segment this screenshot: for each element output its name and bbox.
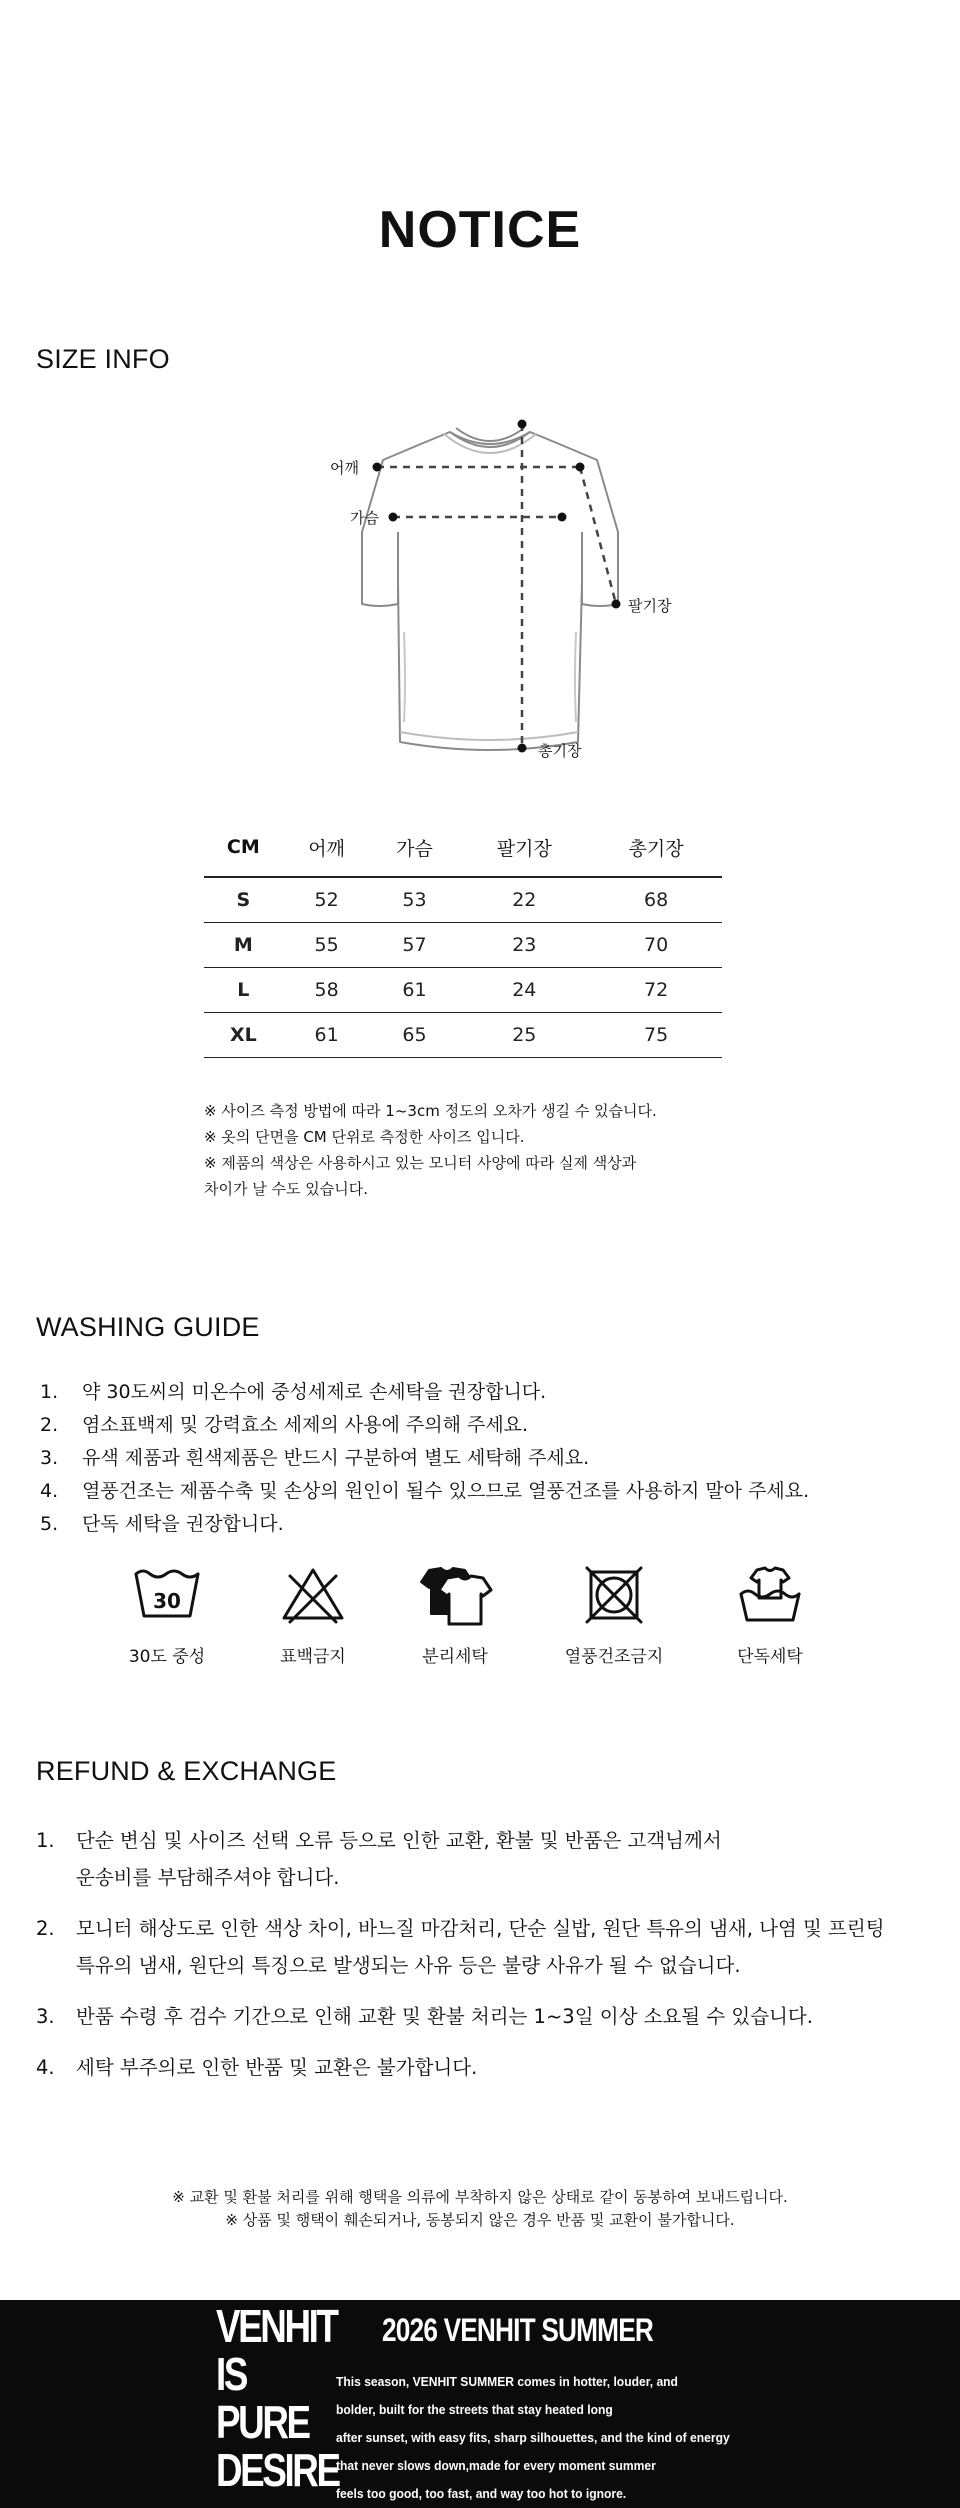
table-row: [204, 968, 722, 1013]
care-label: 단독세탁: [737, 1647, 803, 1667]
list-text: 단독 세탁을 권장합니다.: [82, 1513, 284, 1535]
table-cell: 53: [371, 877, 459, 923]
brand-line: IS: [216, 2348, 246, 2400]
list-text: 특유의 냄새, 원단의 특징으로 발생되는 사유 등은 불량 사유가 될 수 없습니다.: [76, 1954, 741, 1977]
table-row: [204, 923, 722, 968]
total-length-label: 총기장: [538, 742, 582, 760]
list-text: 운송비를 부담해주셔야 합니다.: [76, 1866, 340, 1889]
size-table: [204, 818, 722, 1058]
care-label: 열풍건조금지: [564, 1647, 664, 1667]
no-bleach-icon: [278, 1564, 348, 1628]
footer-note: ※ 상품 및 행택이 훼손되거나, 동봉되지 않은 경우 반품 및 교환이 불가합니다.: [225, 2211, 735, 2229]
table-row: [204, 1013, 722, 1058]
refund-exchange-heading: REFUND & EXCHANGE: [36, 1756, 337, 1786]
size-table-header: CM: [204, 818, 283, 877]
wash-30-icon: [132, 1564, 202, 1628]
footer-notes: [0, 2186, 960, 2232]
banner-body: [336, 2368, 730, 2508]
wash-separately-icon: [735, 1564, 805, 1628]
notice-title: NOTICE: [378, 201, 582, 259]
list-item: [36, 1998, 936, 2035]
table-cell: 22: [458, 877, 590, 923]
size-table-header: 가슴: [371, 818, 459, 877]
list-item: [40, 1508, 920, 1541]
list-item: [40, 1442, 920, 1475]
table-cell: 25: [458, 1013, 590, 1058]
size-table-header: 총기장: [590, 818, 722, 877]
table-cell: 58: [283, 968, 371, 1013]
size-note: ※ 제품의 색상은 사용하시고 있는 모니터 사양에 따라 실제 색상과: [204, 1154, 637, 1172]
care-label: 30도 중성: [128, 1647, 206, 1667]
banner-title: 2026 VENHIT SUMMER: [382, 2312, 654, 2348]
list-item: [40, 1409, 920, 1442]
list-text: 열풍건조는 제품수축 및 손상의 원인이 될수 있으므로 열풍건조를 사용하지 말아 주세요.: [82, 1480, 810, 1502]
list-text: 모니터 해상도로 인한 색상 차이, 바느질 마감처리, 단순 실밥, 원단 특유의 냄새, 나염 및 프린팅: [76, 1917, 885, 1940]
shoulder-label: 어깨: [330, 459, 359, 477]
banner-line: feels too good, too fast, and way too hot to ignore.: [336, 2486, 627, 2501]
table-cell: 68: [590, 877, 722, 923]
washing-guide-list: [40, 1376, 920, 1541]
washing-guide-heading: WASHING GUIDE: [36, 1312, 260, 1342]
banner-line: that never slows down,made for every moment summer: [336, 2458, 656, 2473]
care-label: 표백금지: [280, 1647, 346, 1667]
table-cell: 57: [371, 923, 459, 968]
list-number: 2.: [40, 1414, 59, 1436]
list-number: 1.: [36, 1829, 55, 1852]
care-icons: [0, 1564, 960, 1674]
banner-line: after sunset, with easy fits, sharp silhouettes, and the kind of energy: [336, 2430, 730, 2445]
wash-temp-number: 30: [153, 1589, 181, 1613]
size-note: ※ 사이즈 측정 방법에 따라 1~3cm 정도의 오차가 생길 수 있습니다.: [204, 1102, 657, 1120]
banner-line: This season, VENHIT SUMMER comes in hotter, louder, and: [336, 2374, 678, 2389]
chest-label: 가슴: [350, 509, 379, 527]
table-cell: L: [204, 968, 283, 1013]
size-table-header-row: [204, 818, 722, 877]
list-item: [40, 1475, 920, 1508]
size-table-header: 팔기장: [458, 818, 590, 877]
care-item-no-bleach: [243, 1564, 383, 1667]
care-item-wash-separately: [700, 1564, 840, 1667]
brand-line: PURE: [216, 2396, 309, 2448]
list-number: 3.: [36, 2005, 55, 2028]
list-text: 반품 수령 후 검수 기간으로 인해 교환 및 환불 처리는 1~3일 이상 소요될 수 있습니다.: [76, 2005, 813, 2028]
size-note: 차이가 날 수도 있습니다.: [204, 1180, 368, 1198]
list-item: [36, 1822, 936, 1896]
size-notes: [204, 1098, 764, 1202]
list-number: 4.: [36, 2056, 55, 2079]
care-item-30-neutral: [97, 1564, 237, 1667]
brand-line: VENHIT: [216, 2300, 337, 2352]
table-cell: 52: [283, 877, 371, 923]
promo-banner: [0, 2300, 960, 2508]
banner-line: bolder, built for the streets that stay heated long: [336, 2402, 613, 2417]
sleeve-label: 팔기장: [628, 597, 672, 615]
list-text: 염소표백제 및 강력효소 세제의 사용에 주의해 주세요.: [82, 1414, 529, 1436]
table-cell: S: [204, 877, 283, 923]
table-cell: 24: [458, 968, 590, 1013]
refund-list: [36, 1822, 936, 2100]
list-number: 3.: [40, 1447, 59, 1469]
list-number: 1.: [40, 1381, 59, 1403]
list-text: 약 30도씨의 미온수에 중성세제로 손세탁을 권장합니다.: [82, 1381, 547, 1403]
brand-wordmark: [216, 2300, 339, 2496]
table-cell: 61: [283, 1013, 371, 1058]
list-item: [40, 1376, 920, 1409]
size-table-header: 어깨: [283, 818, 371, 877]
list-number: 5.: [40, 1513, 59, 1535]
list-number: 4.: [40, 1480, 59, 1502]
table-cell: 72: [590, 968, 722, 1013]
brand-line: DESIRE: [216, 2444, 339, 2496]
list-text: 단순 변심 및 사이즈 선택 오류 등으로 인한 교환, 환불 및 반품은 고객님께서: [76, 1829, 722, 1852]
separate-wash-icon: [415, 1564, 495, 1628]
table-cell: 70: [590, 923, 722, 968]
list-number: 2.: [36, 1917, 55, 1940]
list-text: 세탁 부주의로 인한 반품 및 교환은 불가합니다.: [76, 2056, 478, 2079]
tshirt-size-diagram: [300, 402, 680, 772]
table-cell: 23: [458, 923, 590, 968]
table-cell: XL: [204, 1013, 283, 1058]
care-item-no-tumble-dry: [544, 1564, 684, 1667]
table-cell: 65: [371, 1013, 459, 1058]
table-row: [204, 877, 722, 923]
table-cell: M: [204, 923, 283, 968]
table-cell: 61: [371, 968, 459, 1013]
size-note: ※ 옷의 단면을 CM 단위로 측정한 사이즈 입니다.: [204, 1128, 525, 1146]
list-text: 유색 제품과 흰색제품은 반드시 구분하여 별도 세탁해 주세요.: [82, 1447, 590, 1469]
no-tumble-dry-icon: [579, 1564, 649, 1628]
size-info-heading: SIZE INFO: [36, 344, 170, 374]
footer-note: ※ 교환 및 환불 처리를 위해 행택을 의류에 부착하지 않은 상태로 같이 동봉하여 보내드립니다.: [172, 2188, 788, 2206]
list-item: [36, 2049, 936, 2086]
table-cell: 75: [590, 1013, 722, 1058]
list-item: [36, 1910, 936, 1984]
care-label: 분리세탁: [422, 1647, 488, 1667]
table-cell: 55: [283, 923, 371, 968]
care-item-separate-wash: [385, 1564, 525, 1667]
